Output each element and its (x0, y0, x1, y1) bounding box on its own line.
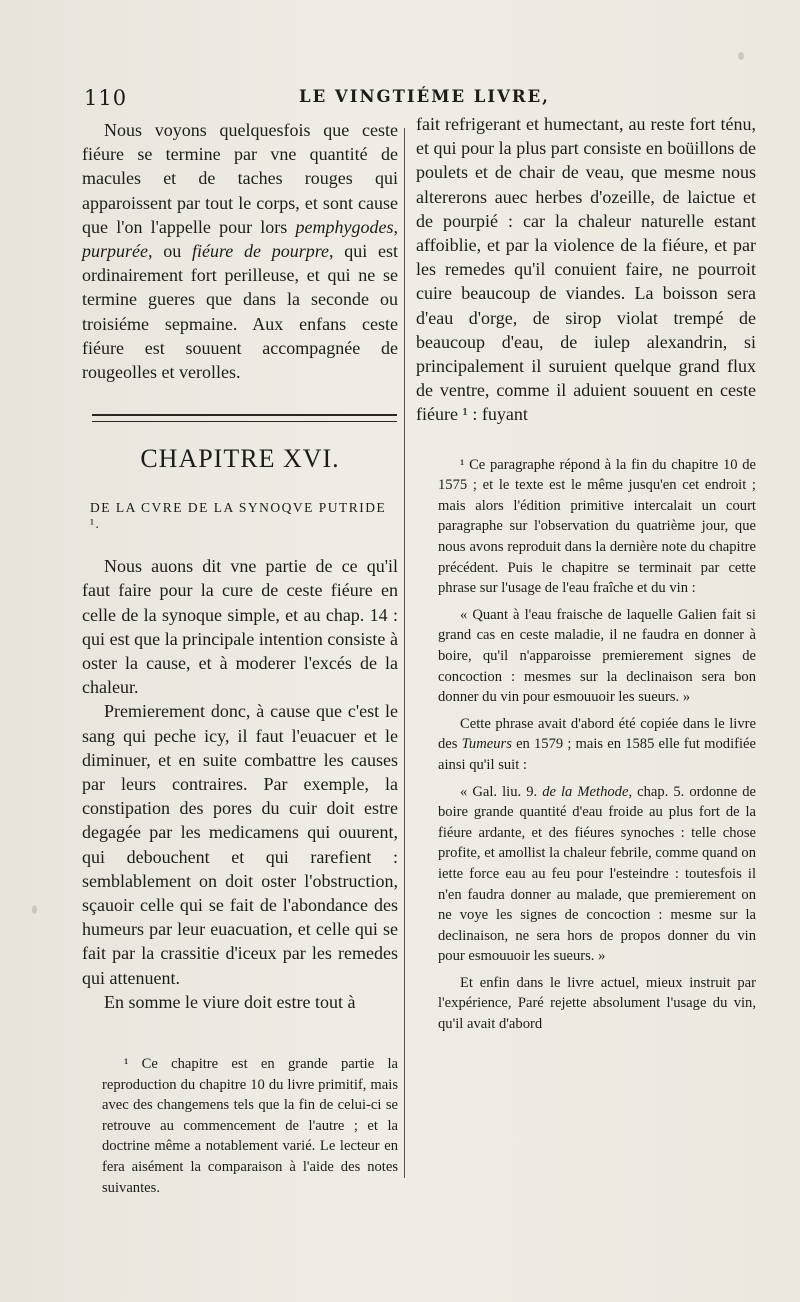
note-4-italic: de la Methode (542, 783, 629, 800)
note-4 (438, 782, 756, 967)
italic-term-2: purpurée (82, 241, 148, 262)
page-number: 110 (84, 86, 128, 110)
note-2: « Quant à l'eau fraische de laquelle Galien fait si grand cas en ceste maladie, il ne faudra en donner à boire, qu'il n'apparoisse premierement signes de concoction : mesmes sur la declinaison sera bon donner du vin pour esmouuoir les sueurs. » (438, 606, 756, 706)
left-paragraph-4: En somme le viure doit estre tout à (104, 991, 356, 1012)
paper-speck (738, 52, 744, 60)
left-body (82, 554, 398, 1014)
chapter-subtitle: DE LA CVRE DE LA SYNOQVE PUTRIDE ¹. (90, 500, 387, 532)
note-5: Et enfin dans le livre actuel, mieux instruit par l'expérience, Paré rejette absolument l'usage du vin, qu'il avait d'abord (438, 974, 756, 1033)
column-divider (404, 128, 405, 1178)
right-notes (416, 455, 756, 1035)
note-1: ¹ Ce paragraphe répond à la fin du chapitre 10 de 1575 ; et le texte est le même jusqu'en cet endroit ; mais alors l'édition primitive intercalait un court paragraphe sur l'observation du quatrième jour, que nous avons reproduit dans la dernière note du chapitre précédent. Puis le chapitre se terminait par cette phrase sur l'usage de l'eau fraîche et du vin : (438, 456, 756, 597)
left-paragraph-1-wrap (82, 118, 398, 384)
left-paragraph-2: Nous auons dit vne partie de ce qu'il faut faire pour la cure de ceste fiéure en celle de la synoque simple, et au chap. 14 : qui est que la principale intention consiste à oster la cause, et à moderer l'excés de la chaleur. (82, 556, 398, 698)
left-paragraph-1: Nous voyons quelquesfois que ceste fiéure se termine par vne quantité de macules et de taches rouges qui apparoissent par tout le corps, et sont cause que l'on l'appelle pour lors pemphygodes, purpurée, ou fiéure de pourpre, qui est ordinairement fort perilleuse, et qui ne se termine gueres que dans la seconde ou troisiéme sepmaine. Aux enfans ceste fiéure est souuent accompagnée de rougeolles et verolles. (82, 120, 398, 383)
left-column (82, 118, 398, 1198)
section-separator (92, 414, 397, 422)
left-footnote (82, 1054, 398, 1198)
left-paragraph-3: Premierement donc, à cause que c'est le sang qui peche icy, il faut l'euacuer et le diminuer, et en suite combattre les causes par leurs contraires. Par exemple, la constipation des pores du cuir doit estre degagée par les medicamens qui ouurent, qui debouchent et qui rarefient : semblablement on doit oster l'obstruction, sçauoir celle qui se fait de l'abondance des humeurs par leur euacuation, et celle qui se fait par la crassitie d'iceux par les remedes qui attenuent. (82, 701, 398, 988)
italic-term-3: fiéure de pourpre (191, 241, 330, 262)
note-3-pre: Cette phrase avait d'abord été copiée dans le livre des (438, 715, 756, 753)
footnote-1: ¹ Ce chapitre est en grande partie la reproduction du chapitre 10 du livre primitif, mais avec des changemens tels que la fin de celui-ci se retrouve au commencement de l'autre ; et la doctrine même a notablement varié. Le lecteur en fera aisément la comparaison à l'aide des notes suivantes. (102, 1056, 398, 1196)
italic-term-1: pemphygodes (295, 216, 394, 237)
running-head: LE VINGTIÉME LIVRE, (299, 87, 550, 106)
right-body (416, 112, 756, 427)
note-3-italic: Tumeurs (461, 736, 512, 753)
right-paragraph-1: fait refrigerant et humectant, au reste fort ténu, et qui pour la plus part consiste en boüillons de poulets et de chair de veau, que mesme nous altererons auec herbes d'ozeille, de laictue et de pourpié : car la chaleur naturelle estant affoiblie, et par la violence de la fiéure, et par les remedes qu'il conuient faire, ne pourroit cuire beaucoup de viandes. La boisson sera d'eau d'orge, de sirop violat trempé de beaucoup d'eau, de iulep alexandrin, si principalement il suruient quelque grand flux de ventre, comme il aduient souuent en ceste fiéure ¹ : fuyant (416, 114, 756, 425)
paper-speck (32, 905, 37, 914)
right-column (416, 112, 756, 1035)
chapter-title: CHAPITRE XVI. (140, 444, 340, 474)
note-3 (438, 714, 756, 776)
note-3-post: en 1579 ; mais en 1585 elle fut modifiée ainsi qu'il suit : (438, 736, 756, 773)
note-4-pre: « Gal. liu. 9. (460, 783, 543, 800)
note-4-post: , chap. 5. ordonne de boire grande quantité d'eau froide au plus fort de la fiéure ardante, et des fiéures synoches : telle chose profite, et amollist la chaleur febrile, comme quand on iette force eau au feu pour l'esteindre : toutesfois il n'en faudra donner au malade, que premierement on ne voye les signes de concoction : mesme sur la declinaison, ne sera hors de propos donner du vin pour esmouuoir les sueurs. » (438, 783, 756, 965)
